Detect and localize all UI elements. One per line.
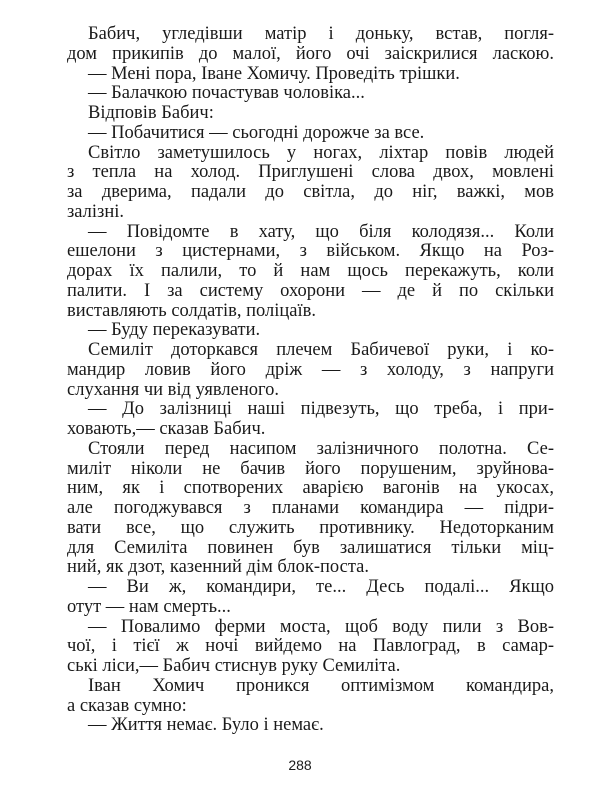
text-line: дом прикипів до малої, його очі заіскрилися ласкою. xyxy=(67,43,554,64)
text-line: з тепла на холод. Приглушені слова двох, мовлені xyxy=(67,162,554,183)
text-line: ний, як дзот, казенний дім блок-поста. xyxy=(67,557,369,578)
text-line: отут — нам смерть... xyxy=(67,596,231,617)
text-line: за дверима, падали до світла, до ніг, важкі, мов xyxy=(67,182,554,202)
text-line: миліт ніколи не бачив його порушеним, зруйнова- xyxy=(67,458,554,479)
text-line: дорах їх палили, то й нам щось перекажуть, коли xyxy=(67,261,554,281)
text-line: Відповів Бабич: xyxy=(88,103,214,123)
text-line: — Ви ж, командири, те... Десь подалі... Якщо xyxy=(88,577,554,597)
text-line: — Мені пора, Іване Хомичу. Проведіть трішки. xyxy=(88,63,460,84)
text-line: мандир ловив його дріж — з холоду, з напруги xyxy=(67,359,554,380)
text-line: — Побачитися — сьогодні дорожче за все. xyxy=(88,122,425,143)
text-line: — Повалимо ферми моста, щоб воду пили з Вов- xyxy=(88,616,554,637)
page-number: 288 xyxy=(288,757,312,773)
text-line: ним, як і спотворених аварією вагонів на укосах, xyxy=(67,478,554,499)
text-line: чої, і тієї ж ночі вийдемо на Павлоград, в самар- xyxy=(67,636,554,657)
text-line: ховають,— сказав Бабич. xyxy=(67,419,266,439)
text-line: Бабич, угледівши матір і доньку, встав, погля- xyxy=(88,24,554,44)
text-line: але погоджувався з планами командира — підри- xyxy=(67,498,554,518)
text-line: — Буду переказувати. xyxy=(88,320,261,341)
text-line: Іван Хомич проникся оптимізмом командира, xyxy=(88,675,554,696)
page-body-text xyxy=(67,25,554,736)
text-line: — Життя немає. Було і немає. xyxy=(88,715,324,736)
text-line: Семиліт доторкався плечем Бабичевої руки, і ко- xyxy=(88,340,554,360)
text-line: вати все, що служить противнику. Недоторканим xyxy=(67,517,554,538)
text-line: слухання чи від уявленого. xyxy=(67,379,279,400)
text-line: а сказав сумно: xyxy=(67,695,187,716)
text-line: — Повідомте в хату, що біля колодязя... Коли xyxy=(88,221,554,242)
text-line: для Семиліта повинен був залишатися тільки міц- xyxy=(67,537,554,558)
text-line: — Балачкою почастував чоловіка... xyxy=(88,83,365,104)
text-line: Стояли перед насипом залізничного полотна. Се- xyxy=(88,438,554,459)
text-line: — До залізниці наші підвезуть, що треба, і при- xyxy=(88,399,554,420)
text-line: залізні. xyxy=(67,201,125,222)
text-line: Світло заметушилось у ногах, ліхтар повів людей xyxy=(88,142,554,163)
text-line: палити. І за систему охорони — де й по скільки xyxy=(67,280,554,301)
text-line: ські ліси,— Бабич стиснув руку Семиліта. xyxy=(67,656,401,676)
text-line: виставляють солдатів, поліцаїв. xyxy=(67,300,317,321)
text-line: ешелони з цистернами, з військом. Якщо на Роз- xyxy=(67,241,554,262)
